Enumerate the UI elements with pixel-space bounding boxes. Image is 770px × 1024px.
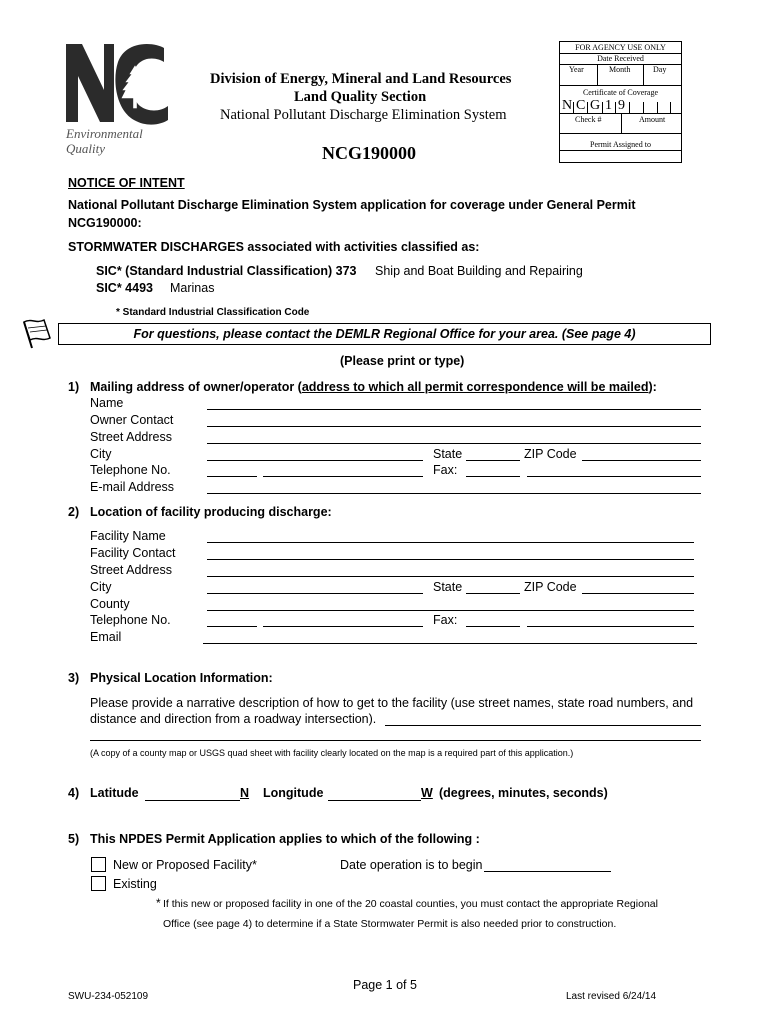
facility-email-label: Email [90, 630, 122, 644]
sic-note: * Standard Industrial Classification Code [116, 307, 310, 318]
cert-char: 9 [618, 98, 625, 113]
sic2-description: Marinas [170, 281, 215, 295]
nc-logo-mark [64, 40, 174, 126]
sic1-description: Ship and Boat Building and Repairing [375, 264, 583, 278]
facility-fax-label: Fax: [433, 613, 458, 627]
facility-county-field[interactable] [207, 610, 694, 611]
owner-contact-field[interactable] [207, 426, 701, 427]
owner-phone-field[interactable] [263, 476, 423, 477]
owner-state-label: State [433, 447, 463, 461]
flag-icon [20, 318, 54, 355]
facility-email-field[interactable] [203, 643, 697, 644]
section3-text-line-1: Please provide a narrative description of how to get to the facility (use street names, state road numbers, and [90, 696, 694, 710]
owner-city-label: City [90, 447, 112, 461]
cert-char: G [590, 98, 601, 113]
nc-logo [64, 40, 174, 158]
agency-use-box [559, 41, 682, 163]
date-received-label: Date Received [597, 54, 644, 63]
section1-number: 1) [68, 380, 80, 394]
owner-name-label: Name [90, 396, 124, 410]
coastal-note-line-2: Office (see page 4) to determine if a State Stormwater Permit is also needed prior to construction. [163, 918, 617, 930]
facility-street-field[interactable] [207, 576, 694, 577]
owner-state-field[interactable] [466, 460, 520, 461]
section1-heading-suffix: ): [648, 380, 657, 394]
owner-name-field[interactable] [207, 409, 701, 410]
contact-banner-text: For questions, please contact the DEMLR Regional Office for your area. (See page 4) [133, 327, 636, 341]
longitude-w: W [421, 786, 433, 800]
owner-fax-field[interactable] [527, 476, 701, 477]
new-facility-label: New or Proposed Facility* [113, 858, 257, 872]
last-revised: Last revised 6/24/14 [566, 991, 657, 1002]
facility-name-label: Facility Name [90, 529, 166, 543]
page-number: Page 1 of 5 [353, 978, 417, 992]
owner-contact-label: Owner Contact [90, 413, 174, 427]
section1-heading [90, 380, 657, 394]
owner-city-field[interactable] [207, 460, 423, 461]
facility-state-label: State [433, 580, 463, 594]
coordinate-units: (degrees, minutes, seconds) [439, 786, 608, 800]
cert-char: C [576, 98, 586, 113]
longitude-label: Longitude [263, 786, 324, 800]
facility-zip-field[interactable] [582, 593, 694, 594]
section1-heading-prefix: Mailing address of owner/operator ( [90, 380, 302, 394]
facility-city-field[interactable] [207, 593, 423, 594]
facility-contact-field[interactable] [207, 559, 694, 560]
owner-fax-label: Fax: [433, 463, 458, 477]
coastal-note-asterisk: * [156, 896, 161, 910]
directions-field-1[interactable] [385, 725, 701, 726]
owner-street-label: Street Address [90, 430, 172, 444]
form-id: SWU-234-052109 [68, 991, 149, 1002]
sic1-label: SIC* (Standard Industrial Classification) 373 [96, 264, 357, 278]
owner-email-label: E-mail Address [90, 480, 175, 494]
facility-county-label: County [90, 597, 130, 611]
section5-heading: This NPDES Permit Application applies to which of the following : [90, 832, 480, 846]
cert-char: 1 [605, 98, 612, 113]
owner-phone-area-field[interactable] [207, 476, 257, 477]
facility-zip-label: ZIP Code [524, 580, 577, 594]
owner-phone-label: Telephone No. [90, 463, 171, 477]
latitude-label: Latitude [90, 786, 139, 800]
facility-name-field[interactable] [207, 542, 694, 543]
latitude-field[interactable] [145, 800, 240, 801]
date-begin-label: Date operation is to begin [340, 858, 483, 872]
map-note: (A copy of a county map or USGS quad sheet with facility clearly located on the map is a required part of this application.) [90, 748, 574, 758]
certificate-label: Certificate of Coverage [582, 88, 659, 97]
owner-street-field[interactable] [207, 443, 701, 444]
division-title: Division of Energy, Mineral and Land Resources [210, 71, 512, 87]
new-facility-checkbox[interactable] [91, 857, 106, 872]
facility-contact-label: Facility Contact [90, 546, 176, 560]
amount-label: Amount [639, 115, 666, 124]
month-label: Month [609, 65, 631, 74]
section4-number: 4) [68, 786, 80, 800]
facility-state-field[interactable] [466, 593, 520, 594]
longitude-field[interactable] [328, 800, 421, 801]
section3-text-line-2: distance and direction from a roadway intersection). [90, 712, 377, 726]
section-title: Land Quality Section [294, 89, 427, 105]
day-label: Day [653, 65, 667, 74]
owner-email-field[interactable] [207, 493, 701, 494]
check-label: Check # [575, 115, 602, 124]
cert-char: N [562, 98, 573, 113]
section2-number: 2) [68, 505, 80, 519]
facility-phone-label: Telephone No. [90, 613, 171, 627]
stormwater-line: STORMWATER DISCHARGES associated with activities classified as: [68, 240, 480, 254]
facility-fax-area-field[interactable] [466, 626, 520, 627]
directions-field-2[interactable] [90, 740, 701, 741]
coastal-note-line-1: If this new or proposed facility in one of the 20 coastal counties, you must contact the appropriate Regional [163, 898, 658, 910]
application-line-2: NCG190000: [68, 216, 142, 230]
notice-heading: NOTICE OF INTENT [68, 176, 185, 190]
sic2-label: SIC* 4493 [96, 281, 153, 295]
latitude-n: N [240, 786, 250, 800]
logo-tagline-1: Environmental [66, 126, 143, 141]
section3-heading: Physical Location Information: [90, 671, 273, 685]
section2-heading: Location of facility producing discharge: [90, 505, 332, 519]
permit-number: NCG190000 [322, 143, 416, 163]
section3-number: 3) [68, 671, 80, 685]
owner-zip-label: ZIP Code [524, 447, 577, 461]
facility-city-label: City [90, 580, 112, 594]
application-line-1: National Pollutant Discharge Elimination System application for coverage under General Permit [68, 198, 636, 212]
existing-facility-checkbox[interactable] [91, 876, 106, 891]
print-note: (Please print or type) [340, 354, 465, 368]
owner-zip-field[interactable] [582, 460, 701, 461]
section1-heading-underlined: address to which all permit correspondence will be mailed [301, 380, 649, 394]
agency-title: FOR AGENCY USE ONLY [575, 43, 666, 52]
date-begin-field[interactable] [484, 871, 611, 872]
logo-tagline-2: Quality [66, 141, 105, 156]
contact-banner [58, 323, 711, 345]
owner-fax-area-field[interactable] [466, 476, 520, 477]
facility-phone-area-field[interactable] [207, 626, 257, 627]
section5-number: 5) [68, 832, 80, 846]
facility-fax-field[interactable] [527, 626, 694, 627]
year-label: Year [569, 65, 584, 74]
facility-street-label: Street Address [90, 563, 172, 577]
existing-facility-label: Existing [113, 877, 157, 891]
system-title: National Pollutant Discharge Elimination System [220, 107, 507, 123]
permit-assigned-label: Permit Assigned to [590, 140, 651, 149]
facility-phone-field[interactable] [263, 626, 423, 627]
